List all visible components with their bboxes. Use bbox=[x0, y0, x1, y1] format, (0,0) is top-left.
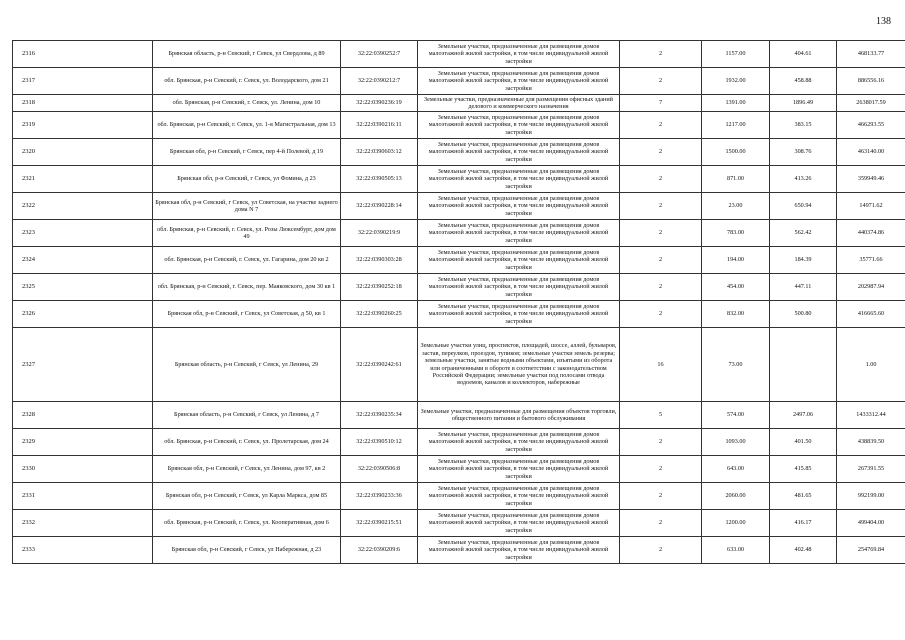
category-cell: 2 bbox=[620, 112, 702, 139]
address-cell: Брянская обл, р-н Севский, г Севск, ул Советская, д 50, кв 1 bbox=[153, 301, 341, 328]
rate-cell: 413.26 bbox=[770, 166, 837, 193]
land-use-cell: Земельные участки, предназначенные для размещения домов малоэтажной жилой застройки, в том числе индивидуальной жилой застройки bbox=[418, 139, 620, 166]
area-cell: 1157.00 bbox=[702, 41, 770, 68]
row-number-cell bbox=[12, 482, 152, 509]
row-separator bbox=[12, 327, 152, 328]
row-separator bbox=[12, 246, 152, 247]
address-cell: обл. Брянская, р-н Севский, г. Севск, ул. Ленина, дом 10 bbox=[153, 95, 341, 112]
cadastral-number-cell: 32:22:0390236:19 bbox=[341, 95, 418, 112]
row-number-cell bbox=[12, 300, 152, 327]
row-number: 2328 bbox=[22, 411, 35, 418]
cadastral-number-cell: 32:22:0390235:34 bbox=[341, 402, 418, 429]
row-number-cell bbox=[12, 536, 152, 563]
address-cell: обл. Брянская, р-н Севский, г. Севск, пер. Маяковского, дом 30 кв 1 bbox=[153, 274, 341, 301]
area-cell: 1217.00 bbox=[702, 112, 770, 139]
row-number: 2325 bbox=[22, 283, 35, 290]
row-separator bbox=[12, 94, 152, 95]
row-number-cell bbox=[12, 401, 152, 428]
rate-cell bbox=[770, 328, 837, 402]
area-cell: 73.00 bbox=[702, 328, 770, 402]
row-number-cell bbox=[12, 509, 152, 536]
row-number-cell bbox=[12, 455, 152, 482]
category-cell: 7 bbox=[620, 95, 702, 112]
area-cell: 643.00 bbox=[702, 456, 770, 483]
address-cell: обл. Брянская, р-н Севский, г. Севск, ул. Пролетарская, дом 24 bbox=[153, 429, 341, 456]
rate-cell: 1896.49 bbox=[770, 95, 837, 112]
land-use-cell: Земельные участки, предназначенные для размещения домов малоэтажной жилой застройки, в том числе индивидуальной жилой застройки bbox=[418, 68, 620, 95]
cadastral-number-cell: 32:22:0390252:7 bbox=[341, 41, 418, 68]
table-row bbox=[153, 139, 905, 166]
table-row bbox=[153, 247, 905, 274]
category-cell: 2 bbox=[620, 429, 702, 456]
address-cell: Брянская обл, р-н Севский, г Севск, пер 4-й Полевой, д 19 bbox=[153, 139, 341, 166]
row-separator bbox=[12, 482, 152, 483]
category-cell: 2 bbox=[620, 274, 702, 301]
table-row bbox=[153, 456, 905, 483]
table-row bbox=[153, 429, 905, 456]
address-cell: обл. Брянская, р-н Севский, г. Севск, ул. Володарского, дом 21 bbox=[153, 68, 341, 95]
row-separator bbox=[12, 138, 152, 139]
land-use-cell: Земельные участки, предназначенные для размещения домов малоэтажной жилой застройки, в том числе индивидуальной жилой застройки bbox=[418, 510, 620, 537]
cadastral-number-cell: 32:22:0390260:25 bbox=[341, 301, 418, 328]
category-cell: 2 bbox=[620, 68, 702, 95]
row-separator bbox=[12, 509, 152, 510]
address-cell: Брянская обл, р-н Севский, г Севск, ул Фомина, д 23 bbox=[153, 166, 341, 193]
cadastral-number-cell: 32:22:0390242:61 bbox=[341, 328, 418, 402]
row-number-cell bbox=[12, 246, 152, 273]
category-cell: 2 bbox=[620, 483, 702, 510]
row-number-cell bbox=[12, 219, 152, 246]
row-separator bbox=[12, 40, 152, 41]
table-row bbox=[153, 510, 905, 537]
cadastral-number-cell: 32:22:0390510:12 bbox=[341, 429, 418, 456]
category-cell: 2 bbox=[620, 193, 702, 220]
land-use-cell: Земельные участки, предназначенные для размещения домов малоэтажной жилой застройки, в том числе индивидуальной жилой застройки bbox=[418, 483, 620, 510]
cadastral-value-cell: 886556.16 bbox=[837, 68, 905, 95]
address-cell: Брянская область, р-н Севский, г Севск, ул Ленина, 29 bbox=[153, 328, 341, 402]
area-cell: 2060.00 bbox=[702, 483, 770, 510]
row-number-cell bbox=[12, 67, 152, 94]
row-separator bbox=[12, 273, 152, 274]
category-cell: 2 bbox=[620, 301, 702, 328]
land-use-cell: Земельные участки, предназначенные для размещения домов малоэтажной жилой застройки, в том числе индивидуальной жилой застройки bbox=[418, 166, 620, 193]
rate-cell: 402.48 bbox=[770, 537, 837, 564]
area-cell: 783.00 bbox=[702, 220, 770, 247]
category-cell: 2 bbox=[620, 166, 702, 193]
row-separator bbox=[12, 165, 152, 166]
cadastral-value-cell: 992199.00 bbox=[837, 483, 905, 510]
land-use-cell: Земельные участки, предназначенные для размещения домов малоэтажной жилой застройки, в том числе индивидуальной жилой застройки bbox=[418, 429, 620, 456]
rate-cell: 500.80 bbox=[770, 301, 837, 328]
area-cell: 1500.00 bbox=[702, 139, 770, 166]
cadastral-number-cell: 32:22:0390219:9 bbox=[341, 220, 418, 247]
cadastral-number-cell: 32:22:0390212:7 bbox=[341, 68, 418, 95]
area-cell: 574.00 bbox=[702, 402, 770, 429]
address-cell: обл. Брянская, р-н Севский, г. Севск, ул. 1-я Магистральная, дом 13 bbox=[153, 112, 341, 139]
table-row bbox=[153, 68, 905, 95]
cadastral-number-cell: 32:22:0390228:14 bbox=[341, 193, 418, 220]
address-cell: Брянская область, р-н Севский, г Севск, ул Свердлова, д 89 bbox=[153, 41, 341, 68]
category-cell: 2 bbox=[620, 537, 702, 564]
row-number: 2330 bbox=[22, 465, 35, 472]
cadastral-number-cell: 32:22:0390303:28 bbox=[341, 247, 418, 274]
land-use-cell: Земельные участки улиц, проспектов, площадей, шоссе, аллей, бульваров, застав, переулков, проездов, тупиков; земельные участки земель резерва; земельные участки, занятые водными объектами, изъятыми из оборота или ограниченными в обороте в соответствии с законодательством Российской Федерации; земельные участки под полосами отвода водоемов, каналов и коллекторов, набережные bbox=[418, 328, 620, 402]
row-number: 2320 bbox=[22, 148, 35, 155]
category-cell: 2 bbox=[620, 510, 702, 537]
rate-cell: 383.15 bbox=[770, 112, 837, 139]
rate-cell: 308.76 bbox=[770, 139, 837, 166]
table-row bbox=[153, 220, 905, 247]
rate-cell: 481.65 bbox=[770, 483, 837, 510]
rate-cell: 447.11 bbox=[770, 274, 837, 301]
cadastral-value-cell: 466293.55 bbox=[837, 112, 905, 139]
rate-cell: 416.17 bbox=[770, 510, 837, 537]
area-cell: 1932.00 bbox=[702, 68, 770, 95]
category-cell: 2 bbox=[620, 41, 702, 68]
land-use-cell: Земельные участки, предназначенные для размещения домов малоэтажной жилой застройки, в том числе индивидуальной жилой застройки bbox=[418, 220, 620, 247]
cadastral-value-cell: 267391.55 bbox=[837, 456, 905, 483]
row-separator bbox=[12, 111, 152, 112]
rate-cell: 184.39 bbox=[770, 247, 837, 274]
category-cell: 2 bbox=[620, 456, 702, 483]
cadastral-number-cell: 32:22:0390506:8 bbox=[341, 456, 418, 483]
address-cell: Брянская обл, р-н Севский, г Севск, ул Советская, на участке заднего дома N 7 bbox=[153, 193, 341, 220]
rate-cell: 404.61 bbox=[770, 41, 837, 68]
table-row bbox=[153, 193, 905, 220]
row-number-cell bbox=[12, 192, 152, 219]
cadastral-value-cell: 416665.60 bbox=[837, 301, 905, 328]
rate-cell: 415.85 bbox=[770, 456, 837, 483]
area-cell: 871.00 bbox=[702, 166, 770, 193]
table-row bbox=[153, 274, 905, 301]
area-cell: 23.00 bbox=[702, 193, 770, 220]
table-row bbox=[153, 95, 905, 112]
category-cell: 5 bbox=[620, 402, 702, 429]
row-separator bbox=[12, 401, 152, 402]
land-use-cell: Земельные участки, предназначенные для размещения домов малоэтажной жилой застройки, в том числе индивидуальной жилой застройки bbox=[418, 193, 620, 220]
cadastral-value-cell: 438839.50 bbox=[837, 429, 905, 456]
row-separator bbox=[12, 219, 152, 220]
rate-cell: 401.50 bbox=[770, 429, 837, 456]
area-cell: 832.00 bbox=[702, 301, 770, 328]
cadastral-value-cell: 359949.46 bbox=[837, 166, 905, 193]
category-cell: 2 bbox=[620, 247, 702, 274]
rate-cell: 562.42 bbox=[770, 220, 837, 247]
row-separator bbox=[12, 428, 152, 429]
area-cell: 1391.00 bbox=[702, 95, 770, 112]
land-use-cell: Земельные участки, предназначенные для размещения домов малоэтажной жилой застройки, в том числе индивидуальной жилой застройки bbox=[418, 456, 620, 483]
area-cell: 454.00 bbox=[702, 274, 770, 301]
cadastral-value-cell: 440374.86 bbox=[837, 220, 905, 247]
row-number: 2329 bbox=[22, 438, 35, 445]
land-use-cell: Земельные участки, предназначенные для размещения домов малоэтажной жилой застройки, в том числе индивидуальной жилой застройки bbox=[418, 247, 620, 274]
row-number: 2319 bbox=[22, 121, 35, 128]
row-number-cell bbox=[12, 94, 152, 111]
table-row bbox=[153, 41, 905, 68]
address-cell: обл. Брянская, р-н Севский, г. Севск, ул. Кооперативная, дом 6 bbox=[153, 510, 341, 537]
cadastral-value-cell: 499404.00 bbox=[837, 510, 905, 537]
rate-cell: 458.88 bbox=[770, 68, 837, 95]
land-use-cell: Земельные участки, предназначенные для размещения домов малоэтажной жилой застройки, в том числе индивидуальной жилой застройки bbox=[418, 112, 620, 139]
table-row bbox=[153, 166, 905, 193]
row-separator bbox=[12, 300, 152, 301]
cadastral-value-cell: 254769.84 bbox=[837, 537, 905, 564]
land-use-cell: Земельные участки, предназначенные для размещения домов малоэтажной жилой застройки, в том числе индивидуальной жилой застройки bbox=[418, 41, 620, 68]
row-number-cell bbox=[12, 138, 152, 165]
row-number: 2331 bbox=[22, 492, 35, 499]
area-cell: 1200.00 bbox=[702, 510, 770, 537]
table-row bbox=[153, 483, 905, 510]
row-separator bbox=[12, 563, 152, 564]
land-use-cell: Земельные участки, предназначенные для размещения домов малоэтажной жилой застройки, в том числе индивидуальной жилой застройки bbox=[418, 274, 620, 301]
address-cell: Брянская область, р-н Севский, г Севск, ул Ленина, д 7 bbox=[153, 402, 341, 429]
cadastral-value-cell: 2638017.59 bbox=[837, 95, 905, 112]
cadastral-number-cell: 32:22:0390215:51 bbox=[341, 510, 418, 537]
area-cell: 194.00 bbox=[702, 247, 770, 274]
area-cell: 633.00 bbox=[702, 537, 770, 564]
cadastral-number-cell: 32:22:0390216:11 bbox=[341, 112, 418, 139]
table-row bbox=[153, 301, 905, 328]
cadastral-value-cell: 14971.62 bbox=[837, 193, 905, 220]
address-cell: Брянская обл, р-н Севский, г Севск, ул Ленина, дом 97, кв 2 bbox=[153, 456, 341, 483]
row-number: 2332 bbox=[22, 519, 35, 526]
row-separator bbox=[12, 67, 152, 68]
row-number: 2317 bbox=[22, 77, 35, 84]
rate-cell: 2497.06 bbox=[770, 402, 837, 429]
category-cell: 2 bbox=[620, 220, 702, 247]
category-cell: 2 bbox=[620, 139, 702, 166]
table-row bbox=[153, 112, 905, 139]
row-number-cell bbox=[12, 111, 152, 138]
cadastral-number-cell: 32:22:0390603:12 bbox=[341, 139, 418, 166]
row-number: 2322 bbox=[22, 202, 35, 209]
category-cell: 16 bbox=[620, 328, 702, 402]
row-number-cell bbox=[12, 273, 152, 300]
page-number: 138 bbox=[876, 16, 891, 27]
land-use-cell: Земельные участки, предназначенные для размещения домов малоэтажной жилой застройки, в том числе индивидуальной жилой застройки bbox=[418, 537, 620, 564]
row-number-cell bbox=[12, 40, 152, 67]
table-row bbox=[153, 328, 905, 402]
row-separator bbox=[12, 192, 152, 193]
row-number: 2324 bbox=[22, 256, 35, 263]
row-number-cell bbox=[12, 428, 152, 455]
row-number: 2327 bbox=[22, 360, 35, 368]
row-separator bbox=[12, 455, 152, 456]
table-row bbox=[153, 402, 905, 429]
land-use-cell: Земельные участки, предназначенные для размещения офисных зданий делового и коммерческого назначения bbox=[418, 95, 620, 112]
rate-cell: 650.94 bbox=[770, 193, 837, 220]
row-number: 2323 bbox=[22, 229, 35, 236]
row-number: 2333 bbox=[22, 546, 35, 553]
land-use-cell: Земельные участки, предназначенные для размещения домов малоэтажной жилой застройки, в том числе индивидуальной жилой застройки bbox=[418, 301, 620, 328]
row-number: 2318 bbox=[22, 99, 35, 106]
address-cell: Брянская обл, р-н Севский, г Севск, ул Карла Маркса, дом 85 bbox=[153, 483, 341, 510]
cadastral-number-cell: 32:22:0390233:36 bbox=[341, 483, 418, 510]
row-number-cell bbox=[12, 165, 152, 192]
cadastral-number-cell: 32:22:0390209:6 bbox=[341, 537, 418, 564]
land-registry-table bbox=[152, 40, 905, 564]
land-use-cell: Земельные участки, предназначенные для размещения объектов торговли, общественного питания и бытового обслуживания bbox=[418, 402, 620, 429]
row-separator bbox=[12, 536, 152, 537]
cadastral-value-cell: 202987.94 bbox=[837, 274, 905, 301]
area-cell: 1093.00 bbox=[702, 429, 770, 456]
cadastral-value-cell: 1.00 bbox=[837, 328, 905, 402]
row-number-cell bbox=[12, 327, 152, 401]
table-row bbox=[153, 537, 905, 564]
address-cell: Брянская обл, р-н Севский, г Севск, ул Набережная, д 23 bbox=[153, 537, 341, 564]
cadastral-value-cell: 35771.66 bbox=[837, 247, 905, 274]
cadastral-value-cell: 1433312.44 bbox=[837, 402, 905, 429]
cadastral-value-cell: 463140.00 bbox=[837, 139, 905, 166]
row-number: 2321 bbox=[22, 175, 35, 182]
row-number: 2316 bbox=[22, 50, 35, 57]
cadastral-number-cell: 32:22:0390505:13 bbox=[341, 166, 418, 193]
cadastral-number-cell: 32:22:0390252:18 bbox=[341, 274, 418, 301]
cadastral-value-cell: 468133.77 bbox=[837, 41, 905, 68]
address-cell: обл. Брянская, р-н Севский, г. Севск, ул. Гагарина, дом 20 кв 2 bbox=[153, 247, 341, 274]
address-cell: обл. Брянская, р-н Севский, г. Севск, ул. Розы Люксембург, дом дом 49 bbox=[153, 220, 341, 247]
row-number: 2326 bbox=[22, 310, 35, 317]
